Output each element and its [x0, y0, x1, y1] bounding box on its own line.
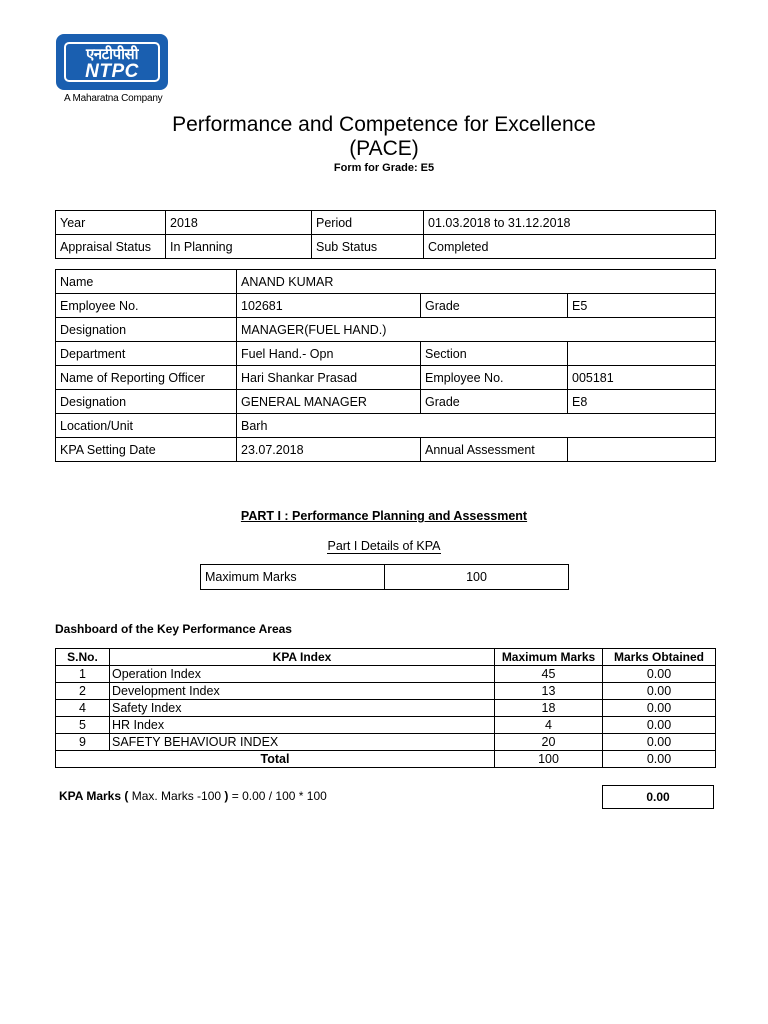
max-marks-cell: 45 [495, 666, 603, 683]
employee-no-label: Employee No. [56, 294, 237, 318]
total-label: Total [56, 751, 495, 768]
marks-obtained-cell: 0.00 [603, 734, 716, 751]
marks-obtained-cell: 0.00 [603, 683, 716, 700]
table-header-row [56, 649, 716, 666]
logo-hindi-text: एनटीपीसी [86, 45, 138, 63]
kpa-index-cell: Development Index [110, 683, 495, 700]
logo-tagline: A Maharatna Company [64, 93, 163, 104]
sno-cell: 5 [56, 717, 110, 734]
part1-details [0, 539, 768, 553]
table-row [56, 666, 716, 683]
designation-label: Designation [56, 318, 237, 342]
max-marks-cell: 13 [495, 683, 603, 700]
page-title: Performance and Competence for Excellence [172, 113, 596, 136]
logo-ntpc-text: NTPC [85, 61, 139, 82]
part1-heading-text: PART I : Performance Planning and Assessment [240, 509, 528, 523]
ro-grade-label: Grade [421, 390, 568, 414]
appraisal-status-value: In Planning [166, 235, 312, 259]
kpa-date-label: KPA Setting Date [56, 438, 237, 462]
ntpc-logo [56, 34, 172, 92]
table-row [201, 565, 569, 590]
kpa-marks-formula [59, 789, 327, 803]
marks-obtained-cell: 0.00 [603, 666, 716, 683]
employee-table [55, 269, 716, 462]
table-row [56, 318, 716, 342]
kpa-marks-value: 0.00 [602, 785, 714, 809]
marks-obtained-cell: 0.00 [603, 700, 716, 717]
ro-designation-value: GENERAL MANAGER [237, 390, 421, 414]
table-row [56, 294, 716, 318]
section-value [568, 342, 716, 366]
location-value: Barh [237, 414, 716, 438]
logo-inner [64, 42, 160, 82]
sno-cell: 2 [56, 683, 110, 700]
kpa-marks-calc: = 0.00 / 100 * 100 [228, 789, 327, 803]
ro-employee-no-label: Employee No. [421, 366, 568, 390]
year-label: Year [56, 211, 166, 235]
table-row [56, 717, 716, 734]
col-header-max-marks: Maximum Marks [495, 649, 603, 666]
annual-assessment-value [568, 438, 716, 462]
max-marks-cell: 18 [495, 700, 603, 717]
kpa-index-cell: Operation Index [110, 666, 495, 683]
table-row [56, 366, 716, 390]
name-label: Name [56, 270, 237, 294]
reporting-officer-value: Hari Shankar Prasad [237, 366, 421, 390]
period-table [55, 210, 716, 259]
table-row [56, 390, 716, 414]
sub-status-label: Sub Status [312, 235, 424, 259]
location-label: Location/Unit [56, 414, 237, 438]
kpa-dashboard-table [55, 648, 716, 768]
max-marks-label: Maximum Marks [201, 565, 385, 590]
table-total-row [56, 751, 716, 768]
total-marks-obtained: 0.00 [603, 751, 716, 768]
marks-obtained-cell: 0.00 [603, 717, 716, 734]
ro-grade-value: E8 [568, 390, 716, 414]
kpa-marks-label: KPA Marks ( [59, 789, 129, 803]
table-row [56, 700, 716, 717]
name-value: ANAND KUMAR [237, 270, 716, 294]
max-marks-cell: 20 [495, 734, 603, 751]
kpa-marks-close: ) [224, 789, 229, 803]
table-row [56, 683, 716, 700]
kpa-index-cell: HR Index [110, 717, 495, 734]
year-value: 2018 [166, 211, 312, 235]
appraisal-status-label: Appraisal Status [56, 235, 166, 259]
kpa-index-cell: Safety Index [110, 700, 495, 717]
sno-cell: 1 [56, 666, 110, 683]
form-grade: Form for Grade: E5 [333, 162, 435, 174]
period-value: 01.03.2018 to 31.12.2018 [424, 211, 716, 235]
kpa-index-cell: SAFETY BEHAVIOUR INDEX [110, 734, 495, 751]
part1-details-text: Part I Details of KPA [327, 539, 441, 553]
table-row [56, 342, 716, 366]
grade-value: E5 [568, 294, 716, 318]
table-row [56, 270, 716, 294]
col-header-kpa-index: KPA Index [110, 649, 495, 666]
department-value: Fuel Hand.- Opn [237, 342, 421, 366]
annual-assessment-label: Annual Assessment [421, 438, 568, 462]
table-row [56, 211, 716, 235]
max-marks-value: 100 [385, 565, 569, 590]
total-max-marks: 100 [495, 751, 603, 768]
sno-cell: 4 [56, 700, 110, 717]
sub-status-value: Completed [424, 235, 716, 259]
max-marks-table [200, 564, 569, 590]
section-label: Section [421, 342, 568, 366]
part1-heading [0, 509, 768, 523]
employee-no-value: 102681 [237, 294, 421, 318]
kpa-marks-max: Max. Marks -100 [128, 789, 225, 803]
table-row [56, 438, 716, 462]
sno-cell: 9 [56, 734, 110, 751]
ro-employee-no-value: 005181 [568, 366, 716, 390]
col-header-sno: S.No. [56, 649, 110, 666]
kpa-date-value: 23.07.2018 [237, 438, 421, 462]
table-row [56, 414, 716, 438]
ro-designation-label: Designation [56, 390, 237, 414]
page-title-acronym: (PACE) [349, 137, 419, 160]
col-header-marks-obtained: Marks Obtained [603, 649, 716, 666]
reporting-officer-label: Name of Reporting Officer [56, 366, 237, 390]
table-row [56, 734, 716, 751]
period-label: Period [312, 211, 424, 235]
grade-label: Grade [421, 294, 568, 318]
max-marks-cell: 4 [495, 717, 603, 734]
table-row [56, 235, 716, 259]
logo-frame [56, 34, 168, 90]
designation-value: MANAGER(FUEL HAND.) [237, 318, 716, 342]
dashboard-title: Dashboard of the Key Performance Areas [55, 622, 292, 636]
department-label: Department [56, 342, 237, 366]
